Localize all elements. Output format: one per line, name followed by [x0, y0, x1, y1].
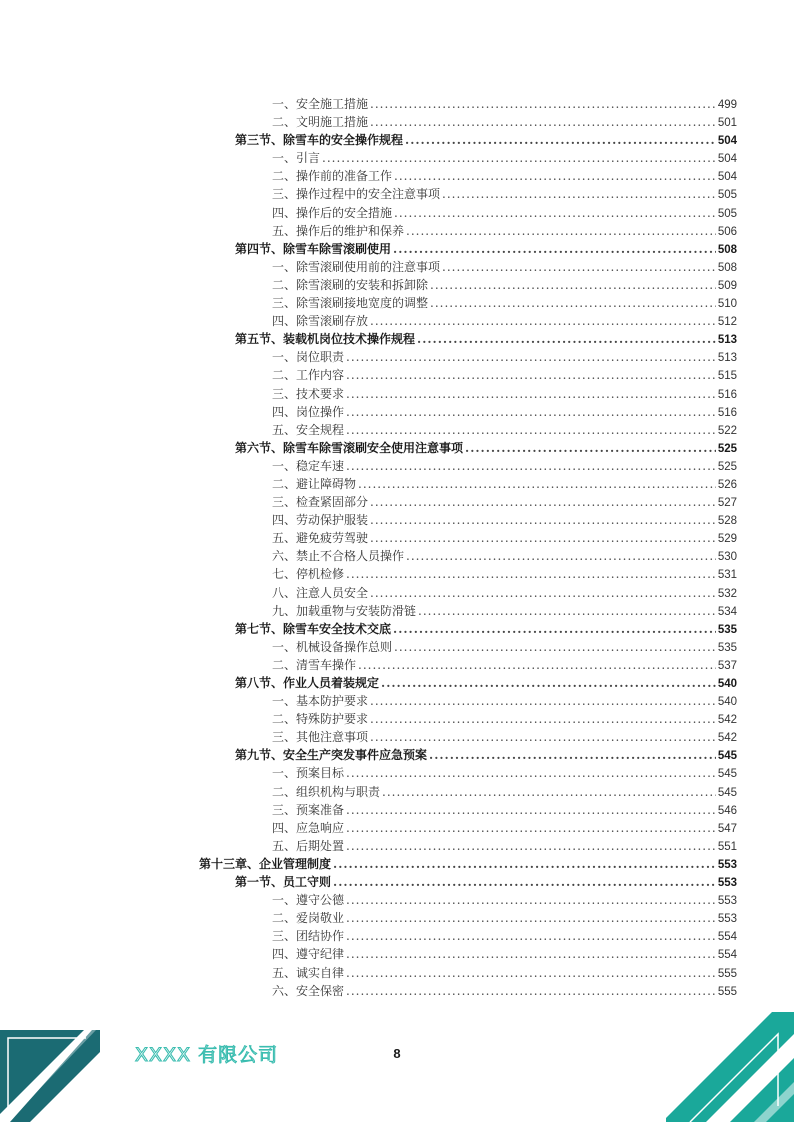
toc-entry-page: 504: [717, 135, 737, 148]
toc-entry[interactable]: [0, 276, 794, 294]
toc-entry[interactable]: [0, 982, 794, 1000]
toc-entry-title: 八、注意人员安全: [272, 585, 369, 600]
toc-entry-title: 五、操作后的维护和保养: [272, 223, 405, 238]
toc-dot-leader: [346, 457, 716, 475]
toc-entry-title: 七、停机检修: [272, 567, 345, 582]
toc-entry[interactable]: [0, 511, 794, 529]
toc-entry-title: 二、爱岗敬业: [272, 911, 345, 926]
toc-dot-leader: [394, 204, 716, 222]
toc-entry-page: 531: [717, 569, 737, 582]
toc-dot-leader: [442, 258, 716, 276]
toc-entry-title: 三、团结协作: [272, 929, 345, 944]
toc-dot-leader: [417, 330, 716, 348]
toc-entry-title: 三、操作过程中的安全注意事项: [272, 187, 441, 202]
toc-entry-title: 二、工作内容: [272, 368, 345, 383]
toc-entry-page: 513: [717, 334, 737, 347]
toc-entry-page: 542: [717, 714, 737, 727]
toc-entry-title: 三、其他注意事项: [272, 730, 369, 745]
toc-entry[interactable]: [0, 185, 794, 203]
toc-entry-title: 六、安全保密: [272, 983, 345, 998]
toc-entry-title: 六、禁止不合格人员操作: [272, 549, 405, 564]
toc-dot-leader: [346, 421, 716, 439]
toc-entry-page: 555: [717, 967, 737, 980]
toc-entry[interactable]: [0, 801, 794, 819]
toc-entry[interactable]: [0, 294, 794, 312]
toc-entry-page: 522: [717, 424, 737, 437]
toc-entry-title: 第七节、除雪车安全技术交底: [235, 621, 392, 636]
toc-entry[interactable]: [0, 565, 794, 583]
toc-entry-page: 535: [717, 623, 737, 636]
toc-entry-page: 553: [717, 858, 737, 871]
toc-entry-title: 三、检查紧固部分: [272, 495, 369, 510]
toc-entry[interactable]: [0, 385, 794, 403]
toc-entry[interactable]: [0, 909, 794, 927]
toc-entry-title: 九、加载重物与安装防滑链: [272, 603, 417, 618]
toc-dot-leader: [406, 222, 716, 240]
toc-dot-leader: [346, 565, 716, 583]
toc-dot-leader: [346, 837, 716, 855]
toc-entry-page: 555: [717, 985, 737, 998]
toc-entry-title: 第九节、安全生产突发事件应急预案: [235, 748, 428, 763]
toc-entry-title: 四、遵守纪律: [272, 947, 345, 962]
toc-entry-title: 二、组织机构与职责: [272, 784, 381, 799]
toc-entry[interactable]: [0, 348, 794, 366]
toc-entry-page: 516: [717, 406, 737, 419]
toc-entry-page: 506: [717, 225, 737, 238]
toc-dot-leader: [418, 602, 716, 620]
toc-entry-title: 五、诚实自律: [272, 965, 345, 980]
toc-entry-page: 504: [717, 153, 737, 166]
toc-dot-leader: [333, 873, 716, 891]
toc-section-entry[interactable]: [0, 674, 794, 692]
toc-entry-title: 四、除雪滚刷存放: [272, 314, 369, 329]
toc-entry-page: 505: [717, 189, 737, 202]
toc-dot-leader: [393, 240, 716, 258]
footer-right-stripe-decoration: [666, 1012, 794, 1122]
toc-dot-leader: [346, 945, 716, 963]
toc-entry-title: 四、岗位操作: [272, 404, 345, 419]
toc-entry-title: 一、除雪滚刷使用前的注意事项: [272, 259, 441, 274]
toc-entry[interactable]: [0, 656, 794, 674]
toc-entry-page: 505: [717, 207, 737, 220]
toc-entry-title: 三、预案准备: [272, 802, 345, 817]
toc-section-entry[interactable]: [0, 620, 794, 638]
toc-entry-page: 515: [717, 370, 737, 383]
toc-entry-title: 三、技术要求: [272, 386, 345, 401]
toc-entry-title: 第四节、除雪车除雪滚刷使用: [235, 241, 392, 256]
toc-entry[interactable]: [0, 475, 794, 493]
toc-entry-page: 547: [717, 822, 737, 835]
toc-entry-page: 540: [717, 696, 737, 709]
toc-entry-page: 553: [717, 877, 737, 890]
toc-entry-page: 525: [717, 460, 737, 473]
toc-entry[interactable]: [0, 891, 794, 909]
toc-dot-leader: [346, 982, 716, 1000]
toc-dot-leader: [442, 185, 716, 203]
toc-entry-title: 二、操作前的准备工作: [272, 169, 393, 184]
toc-entry[interactable]: [0, 95, 794, 113]
toc-entry[interactable]: [0, 421, 794, 439]
toc-dot-leader: [346, 385, 716, 403]
toc-dot-leader: [346, 964, 716, 982]
toc-entry-title: 第三节、除雪车的安全操作规程: [235, 133, 404, 148]
toc-entry[interactable]: [0, 312, 794, 330]
toc-entry-page: 509: [717, 279, 737, 292]
toc-dot-leader: [322, 149, 716, 167]
toc-chapter-entry[interactable]: [0, 855, 794, 873]
toc-entry-title: 二、文明施工措施: [272, 115, 369, 130]
toc-entry[interactable]: [0, 728, 794, 746]
toc-entry-page: 542: [717, 732, 737, 745]
toc-dot-leader: [465, 439, 716, 457]
toc-entry-page: 526: [717, 478, 737, 491]
toc-entry[interactable]: [0, 602, 794, 620]
toc-dot-leader: [394, 638, 716, 656]
toc-dot-leader: [370, 113, 716, 131]
toc-section-entry[interactable]: [0, 240, 794, 258]
toc-dot-leader: [382, 783, 716, 801]
toc-entry[interactable]: [0, 403, 794, 421]
toc-dot-leader: [430, 276, 716, 294]
toc-entry-page: 528: [717, 515, 737, 528]
toc-entry-page: 516: [717, 388, 737, 401]
toc-entry-title: 第一节、员工守则: [235, 875, 332, 890]
toc-dot-leader: [381, 674, 716, 692]
toc-entry[interactable]: [0, 204, 794, 222]
toc-entry[interactable]: [0, 493, 794, 511]
toc-entry-title: 三、除雪滚刷接地宽度的调整: [272, 296, 429, 311]
toc-dot-leader: [346, 764, 716, 782]
toc-entry[interactable]: [0, 945, 794, 963]
toc-entry-title: 二、避让障碍物: [272, 476, 357, 491]
toc-dot-leader: [370, 529, 716, 547]
toc-dot-leader: [406, 547, 716, 565]
toc-dot-leader: [370, 493, 716, 511]
toc-entry-page: 545: [717, 768, 737, 781]
toc-entry-page: 529: [717, 533, 737, 546]
toc-entry-page: 545: [717, 750, 737, 763]
toc-entry[interactable]: [0, 547, 794, 565]
toc-entry[interactable]: [0, 710, 794, 728]
toc-entry-page: 499: [717, 99, 737, 111]
toc-entry[interactable]: [0, 113, 794, 131]
toc-dot-leader: [430, 294, 716, 312]
toc-entry[interactable]: [0, 837, 794, 855]
toc-entry[interactable]: [0, 258, 794, 276]
toc-section-entry[interactable]: [0, 873, 794, 891]
toc-entry-page: 527: [717, 497, 737, 510]
toc-dot-leader: [346, 403, 716, 421]
company-name: XXXX 有限公司: [135, 1044, 279, 1066]
toc-entry-page: 540: [717, 678, 737, 690]
toc-dot-leader: [394, 167, 716, 185]
toc-entry-title: 二、特殊防护要求: [272, 712, 369, 727]
toc-entry-title: 第五节、装载机岗位技术操作规程: [235, 332, 416, 347]
toc-entry-title: 五、避免疲劳驾驶: [272, 531, 369, 546]
toc-entry[interactable]: [0, 149, 794, 167]
toc-entry[interactable]: [0, 927, 794, 945]
toc-dot-leader: [370, 95, 716, 113]
toc-entry-title: 第六节、除雪车除雪滚刷安全使用注意事项: [235, 440, 464, 455]
toc-entry-page: 553: [717, 913, 737, 926]
toc-entry-page: 546: [717, 804, 737, 817]
toc-entry-page: 554: [717, 931, 737, 944]
toc-dot-leader: [346, 909, 716, 927]
toc-dot-leader: [333, 855, 716, 873]
toc-entry-page: 530: [717, 551, 737, 564]
toc-entry-page: 501: [717, 117, 737, 130]
toc-dot-leader: [346, 348, 716, 366]
toc-dot-leader: [370, 511, 716, 529]
toc-entry-page: 553: [717, 895, 737, 908]
toc-entry-page: 545: [717, 786, 737, 799]
toc-entry-page: 508: [717, 261, 737, 274]
toc-entry-title: 第十三章、企业管理制度: [199, 856, 332, 871]
toc-entry[interactable]: [0, 222, 794, 240]
toc-entry-title: 四、劳动保护服装: [272, 513, 369, 528]
toc-entry[interactable]: [0, 764, 794, 782]
toc-entry-title: 二、除雪滚刷的安装和拆卸除: [272, 277, 429, 292]
toc-entry[interactable]: [0, 366, 794, 384]
toc-entry-page: 551: [717, 840, 737, 853]
toc-entry-title: 五、安全规程: [272, 422, 345, 437]
toc-dot-leader: [346, 927, 716, 945]
toc-entry-title: 四、应急响应: [272, 820, 345, 835]
toc-entry-title: 一、稳定车速: [272, 458, 345, 473]
toc-entry-title: 一、基本防护要求: [272, 694, 369, 709]
toc-entry-page: 535: [717, 641, 737, 654]
toc-dot-leader: [346, 366, 716, 384]
footer-left-stripe-decoration: [0, 1022, 100, 1122]
toc-entry-title: 第八节、作业人员着装规定: [235, 676, 380, 690]
toc-dot-leader: [370, 710, 716, 728]
toc-entry-page: 512: [717, 316, 737, 329]
toc-entry-page: 513: [717, 352, 737, 365]
toc-entry-title: 一、遵守公德: [272, 893, 345, 908]
toc-dot-leader: [370, 312, 716, 330]
toc-entry[interactable]: [0, 167, 794, 185]
toc-entry-page: 525: [717, 442, 737, 455]
toc-entry-title: 一、引言: [272, 151, 321, 166]
toc-entry[interactable]: [0, 457, 794, 475]
toc-entry-page: 510: [717, 298, 737, 311]
toc-entry[interactable]: [0, 783, 794, 801]
table-of-contents: [0, 95, 794, 1000]
toc-entry-title: 一、岗位职责: [272, 350, 345, 365]
toc-entry-title: 五、后期处置: [272, 838, 345, 853]
toc-dot-leader: [346, 819, 716, 837]
toc-entry-page: 504: [717, 171, 737, 184]
toc-entry[interactable]: [0, 584, 794, 602]
toc-dot-leader: [358, 475, 716, 493]
toc-entry-page: 554: [717, 949, 737, 962]
toc-dot-leader: [429, 746, 716, 764]
toc-dot-leader: [405, 131, 716, 149]
page-number: 8: [393, 1046, 401, 1061]
toc-entry-title: 二、清雪车操作: [272, 657, 357, 672]
toc-section-entry[interactable]: [0, 439, 794, 457]
toc-dot-leader: [346, 891, 716, 909]
toc-entry-page: 532: [717, 587, 737, 600]
toc-entry[interactable]: [0, 964, 794, 982]
toc-entry-page: 537: [717, 659, 737, 672]
toc-entry-title: 四、操作后的安全措施: [272, 205, 393, 220]
toc-entry-page: 508: [717, 243, 737, 256]
toc-entry[interactable]: [0, 638, 794, 656]
toc-dot-leader: [358, 656, 716, 674]
toc-dot-leader: [370, 728, 716, 746]
toc-dot-leader: [393, 620, 716, 638]
toc-entry-title: 一、机械设备操作总则: [272, 639, 393, 654]
toc-entry-page: 534: [717, 605, 737, 618]
toc-entry-title: 一、安全施工措施: [272, 97, 369, 111]
toc-dot-leader: [370, 692, 716, 710]
toc-section-entry[interactable]: [0, 746, 794, 764]
toc-entry[interactable]: [0, 819, 794, 837]
toc-entry[interactable]: [0, 529, 794, 547]
toc-section-entry[interactable]: [0, 330, 794, 348]
toc-entry-title: 一、预案目标: [272, 766, 345, 781]
toc-dot-leader: [346, 801, 716, 819]
toc-section-entry[interactable]: [0, 131, 794, 149]
toc-entry[interactable]: [0, 692, 794, 710]
toc-dot-leader: [370, 584, 716, 602]
